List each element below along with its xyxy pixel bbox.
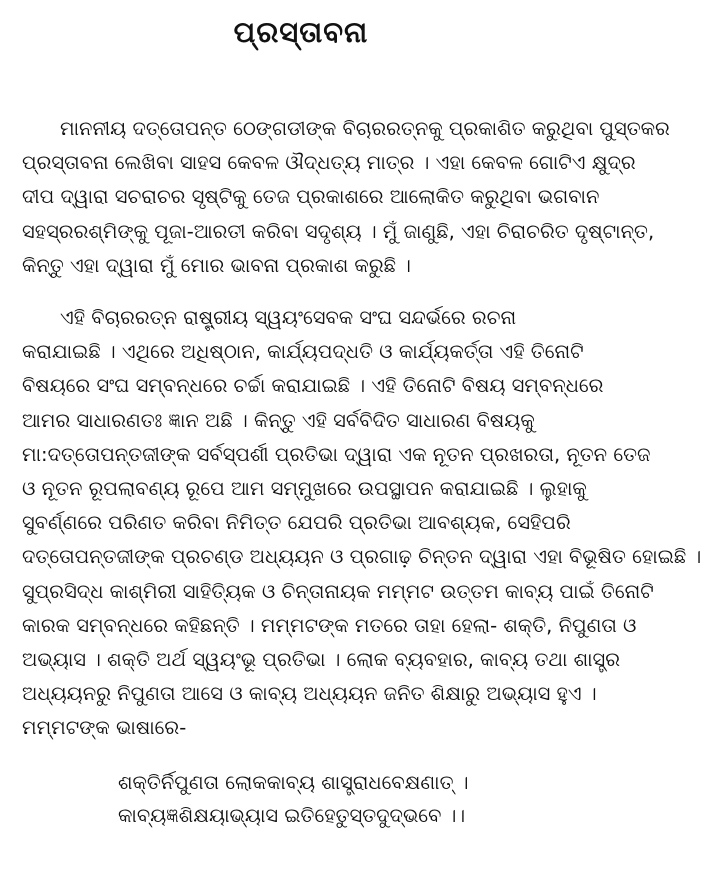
paragraph-line: ଏହି ବିଚାରରତ୍ନ ରାଷ୍ଟ୍ରୀୟ ସ୍ୱୟଂସେବକ ସଂଘ ସନ୍ଦର୍ଭରେ ରଚନା — [60, 306, 517, 330]
paragraph-line: ମା:ଦତ୍ତୋପନ୍ତଜୀଙ୍କ ସର୍ବସ୍ପର୍ଶୀ ପ୍ରତିଭା ଦ୍ୱାରା ଏକ ନୂତନ ପ୍ରଖରତା, ନୂତନ ତେଜ — [22, 442, 651, 466]
paragraph-line: ଦୀପ ଦ୍ୱାରା ସଚରାଚର ସୃଷ୍ଟିକୁ ତେଜ ପ୍ରକାଶରେ ଆଲୋକିତ କରୁଥିବା ଭଗବାନ — [22, 185, 600, 209]
paragraph-line: ଆମର ସାଧାରଣତଃ ଜ୍ଞାନ ଅଛି । କିନ୍ତୁ ଏହି ସର୍ବବିଦିତ ସାଧାରଣ ବିଷୟକୁ — [22, 408, 535, 432]
paragraph-spacer — [22, 283, 580, 301]
paragraph-line: ପ୍ରସ୍ତାବନା ଲେଖିବା ସାହସ କେବଳ ଔଦ୍ଧତ୍ୟ ମାତ୍ର । ଏହା କେବଳ ଗୋଟିଏ କ୍ଷୁଦ୍ର — [22, 151, 636, 175]
sanskrit-verse — [22, 766, 580, 832]
paragraph-line: ମମ୍ମଟଙ୍କ ଭାଷାରେ- — [22, 716, 187, 740]
paragraph-line: ସୁବର୍ଣ୍ଣରେ ପରିଣତ କରିବା ନିମିତ୍ତ ଯେପରି ପ୍ରତିଭା ଆବଶ୍ୟକ, ସେହିପରି — [22, 511, 571, 535]
page-title: ପ୍ରସ୍ତାବନା — [233, 15, 369, 49]
verse-line: ଶକ୍ତିର୍ନିପୁଣତା ଲୋକକାବ୍ୟ ଶାସ୍ତ୍ରାଧବେକ୍ଷଣାତ୍ । — [118, 770, 469, 794]
paragraph-line: ସୁପ୍ରସିଦ୍ଧ କାଶ୍ମିରୀ ସାହିତ୍ୟିକ ଓ ଚିନ୍ତାନାୟକ ମମ୍ମଟ ଉତ୍ତମ କାବ୍ୟ ପାଇଁ ତିନୋଟି — [22, 579, 654, 603]
paragraph-line: ଦତ୍ତୋପନ୍ତଜୀଙ୍କ ପ୍ରଚଣ୍ଡ ଅଧ୍ୟୟନ ଓ ପ୍ରଗାଢ଼ ଚିନ୍ତନ ଦ୍ୱାରା ଏହା ବିଭୂଷିତ ହୋଇଛି । — [22, 545, 701, 569]
paragraph-line: ବିଷୟରେ ସଂଘ ସମ୍ବନ୍ଧରେ ଚର୍ଚ୍ଚା କରାଯାଇଛି । ଏହି ତିନୋଟି ବିଷୟ ସମ୍ବନ୍ଧରେ — [22, 374, 604, 398]
verse-line: କାବ୍ୟଜ୍ଞଶିକ୍ଷୟାଭ୍ୟାସ ଇତିହେତୁସ୍ତଦୁଦ୍ଭବେ ।। — [118, 803, 466, 827]
paragraph-1 — [22, 112, 670, 283]
paragraph-2 — [22, 301, 701, 746]
paragraph-line: କାରକ ସମ୍ବନ୍ଧରେ କହିଛନ୍ତି । ମମ୍ମଟଙ୍କ ମତରେ ତାହା ହେଲା- ଶକ୍ତି, ନିପୁଣତା ଓ — [22, 613, 637, 637]
paragraph-line: ଓ ନୂତନ ରୂପଲାବଣ୍ୟ ରୂପେ ଆମ ସମ୍ମୁଖରେ ଉପସ୍ଥାପନ କରାଯାଇଛି । ଲୁହାକୁ — [22, 477, 587, 501]
paragraph-line: ଅଧ୍ୟୟନରୁ ନିପୁଣତା ଆସେ ଓ କାବ୍ୟ ଅଧ୍ୟୟନ ଜନିତ ଶିକ୍ଷାରୁ ଅଭ୍ୟାସ ହୁଏ । — [22, 682, 597, 706]
paragraph-line: କିନ୍ତୁ ଏହା ଦ୍ୱାରା ମୁଁ ମୋର ଭାବନା ପ୍ରକାଶ କରୁଛି । — [22, 253, 411, 277]
paragraph-line: ସହସ୍ରରଶ୍ମିଙ୍କୁ ପୂଜା-ଆରତୀ କରିବା ସଦୃଶ୍ୟ । ମୁଁ ଜାଣୁଛି, ଏହା ଚିରାଚରିତ ଦୃଷ୍ଟାନ୍ତ, — [22, 219, 655, 243]
paragraph-line: ମାନନୀୟ ଦତ୍ତୋପନ୍ତ ଠେଙ୍ଗଡୀଙ୍କ ବିଚାରରତ୍ନକୁ ପ୍ରକାଶିତ କରୁଥିବା ପୁସ୍ତକର — [60, 117, 670, 140]
paragraph-line: କରାଯାଇଛି । ଏଥିରେ ଅଧିଷ୍ଠାନ, କାର୍ଯ୍ୟପଦ୍ଧତି ଓ କାର୍ଯ୍ୟକର୍ତ୍ତା ଏହି ତିନୋଟି — [22, 340, 584, 364]
paragraph-line: ଅଭ୍ୟାସ । ଶକ୍ତି ଅର୍ଥ ସ୍ୱୟଂଭୂ ପ୍ରତିଭା । ଲୋକ ବ୍ୟବହାର, କାବ୍ୟ ତଥା ଶାସ୍ତ୍ର — [22, 648, 621, 672]
